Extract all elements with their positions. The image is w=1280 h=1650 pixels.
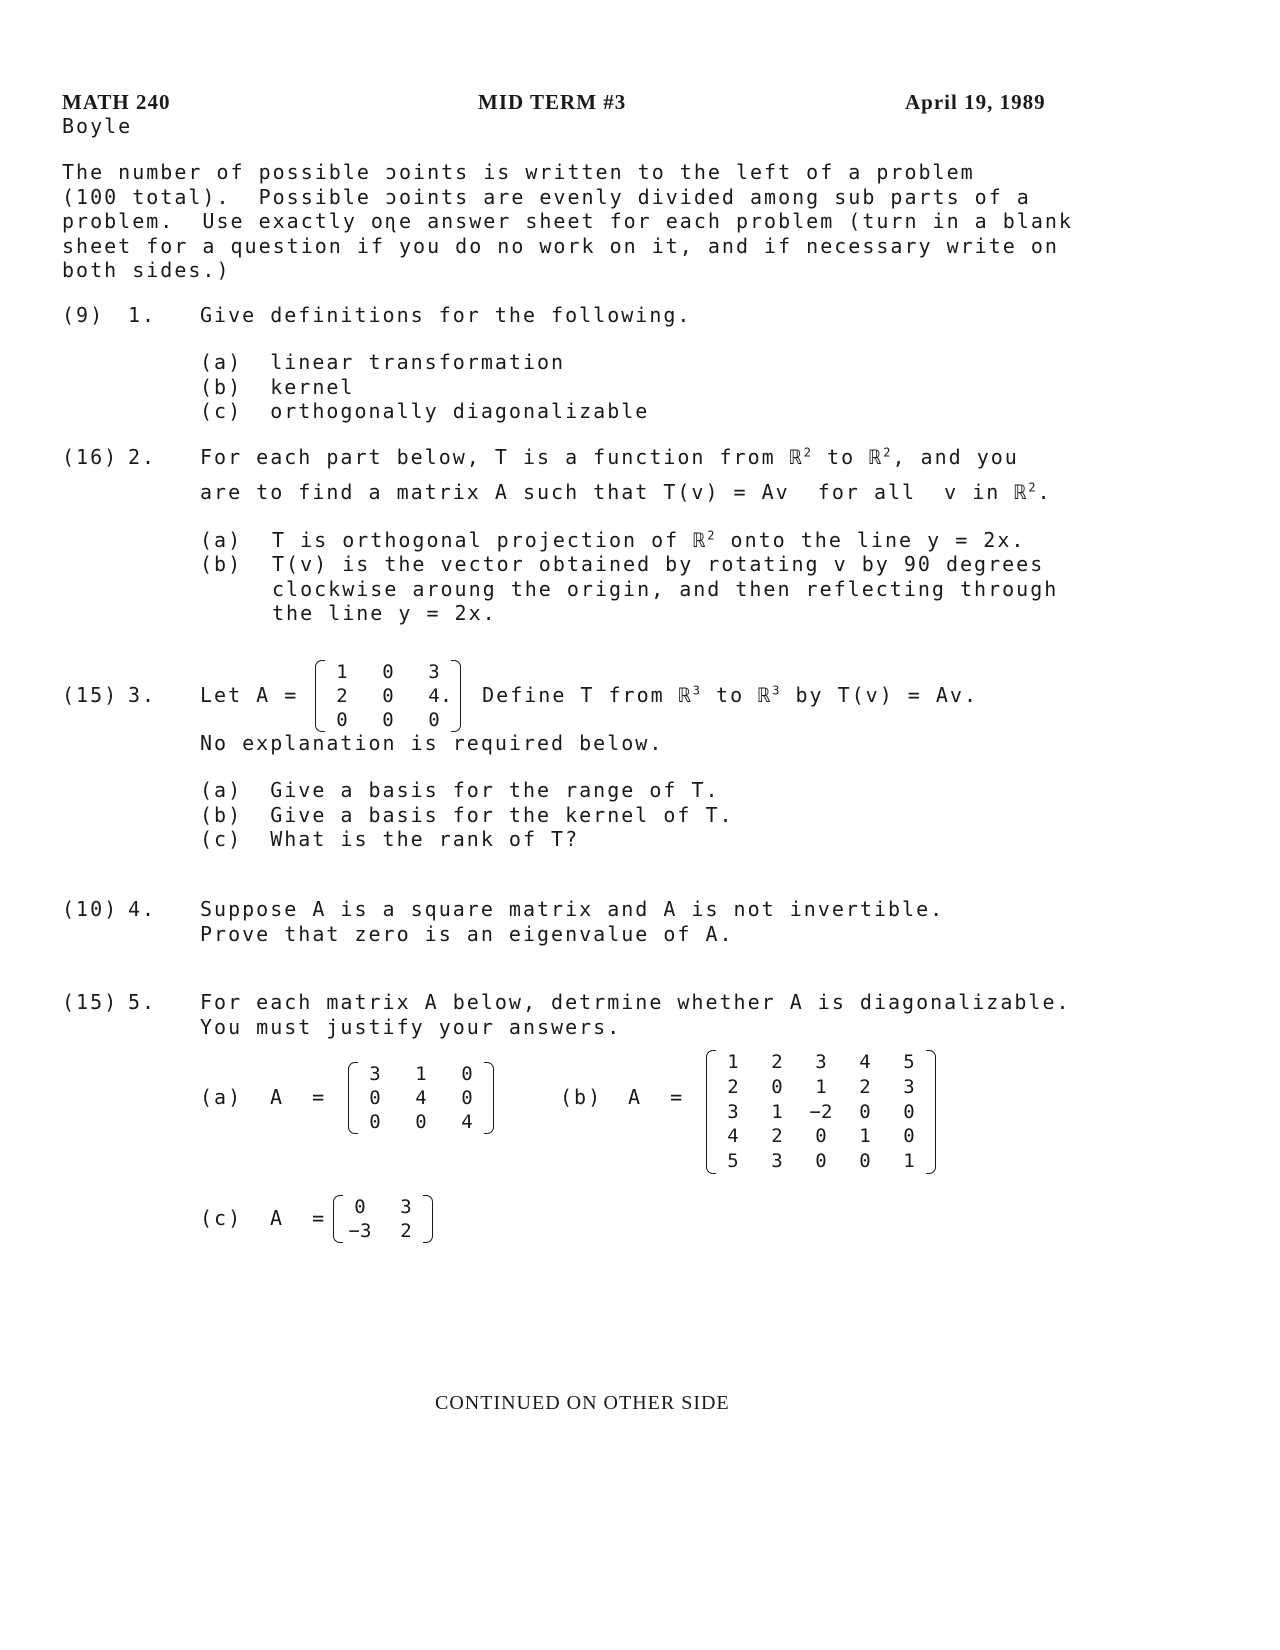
- problem-3-points: (15): [62, 683, 119, 707]
- instructions-line: sheet for a question if you do no work on it, and if necessary write on: [62, 233, 1059, 258]
- instructions: [62, 160, 1073, 283]
- problem-4-points: (10): [62, 897, 119, 921]
- problem-5-part-b-equals: A =: [628, 1085, 685, 1109]
- problem-3-let: Let A =: [200, 683, 299, 707]
- right-bracket: [423, 1195, 433, 1243]
- problem-2-part-b-label: (b): [200, 552, 243, 576]
- problem-5-part-a-label: (a): [200, 1085, 243, 1109]
- instructions-line: (100 total). Possible ɔoints are evenly divided among sub parts of a: [62, 184, 1031, 209]
- left-bracket: [348, 1062, 358, 1134]
- problem-1-part-b: (b) kernel: [200, 374, 355, 399]
- problem-3-part-a: (a) Give a basis for the range of T.: [200, 778, 720, 802]
- course-code: MATH 240: [62, 90, 171, 114]
- problem-5-part-c-label: (c): [200, 1206, 243, 1230]
- instructor-name: Boyle: [62, 114, 133, 138]
- problem-1-part-a: (a) linear transformation: [200, 350, 566, 374]
- continued-notice: CONTINUED ON OTHER SIDE: [435, 1392, 730, 1414]
- problem-1-part-c: (c) orthogonally diagonalizable: [200, 399, 650, 423]
- matrix-entries: 1 0 3 2 0 4 0 0 0: [336, 661, 440, 731]
- problem-3-part-c: (c) What is the rank of T?: [200, 827, 580, 851]
- matrix-entries: 0 3 −3 2: [348, 1196, 412, 1242]
- problem-5-number: 5.: [128, 990, 157, 1014]
- left-bracket: [333, 1195, 343, 1243]
- problem-1-text: Give definitions for the following.: [200, 303, 692, 327]
- problem-5-matrix-c: [333, 1195, 433, 1243]
- problem-3-definition: . Define T from ℝ$^3$ to ℝ$^3$ by T(v) = Av.: [440, 683, 979, 707]
- problem-5-text: For each matrix A below, detrmine whether A is diagonalizable. You must justify your answers.: [200, 990, 1071, 1039]
- problem-1-number: 1.: [128, 303, 157, 327]
- problem-3-note: No explanation is required below.: [200, 731, 664, 755]
- problem-3-number: 3.: [128, 683, 157, 707]
- right-bracket: [926, 1050, 936, 1174]
- problem-5-part-b-label: (b): [560, 1085, 603, 1109]
- problem-5-part-c-equals: A =: [270, 1206, 327, 1230]
- instructions-line: problem. Use exactly oɳe answer sheet for each problem (turn in a blank: [62, 209, 1073, 233]
- problem-1-parts: [200, 350, 649, 424]
- problem-4-text: Suppose A is a square matrix and A is not invertible. Prove that zero is an eigenvalue of A.: [200, 897, 945, 946]
- problem-2-part-b-text: T(v) is the vector obtained by rotating v by 90 degrees clockwise aroung the origin, and then reflecting through the line y = 2x.: [272, 552, 1059, 625]
- problem-2-number: 2.: [128, 445, 157, 469]
- left-bracket: [315, 660, 325, 732]
- problem-2-part-a-label: (a): [200, 528, 243, 552]
- problem-5-points: (15): [62, 990, 119, 1014]
- problem-2-part-a-text: T is orthogonal projection of ℝ$^2$ onto the line y = 2x.: [272, 528, 1026, 552]
- instructions-line: both sides.): [62, 258, 231, 282]
- problem-1-points: (9): [62, 303, 105, 327]
- exam-date: April 19, 1989: [905, 90, 1046, 114]
- problem-5-part-a-equals: A =: [270, 1085, 327, 1109]
- right-bracket: [484, 1062, 494, 1134]
- problem-2-line-1: For each part below, T is a function from ℝ$^2$ to ℝ$^2$, and you: [200, 445, 1019, 469]
- matrix-entries: 3 1 0 0 4 0 0 0 4: [369, 1063, 473, 1133]
- exam-title: MID TERM #3: [478, 90, 627, 114]
- problem-5-matrix-b: [706, 1050, 936, 1174]
- problem-3-part-b: (b) Give a basis for the kernel of T.: [200, 802, 734, 827]
- matrix-entries: 1 2 3 4 5 2 0 1 2 3 3 1 −2 0 0 4 2 0 1 0 5 3 0 0 1: [727, 1051, 915, 1173]
- problem-2-points: (16): [62, 445, 119, 469]
- problem-3-parts: [200, 778, 734, 852]
- left-bracket: [706, 1050, 716, 1174]
- instructions-line: The number of possible ɔoints is written to the left of a problem: [62, 160, 975, 184]
- problem-5-matrix-a: [348, 1062, 494, 1134]
- problem-2-line-2: are to find a matrix A such that T(v) = Av for all v in ℝ$^2$.: [200, 480, 1052, 504]
- problem-4-number: 4.: [128, 897, 157, 921]
